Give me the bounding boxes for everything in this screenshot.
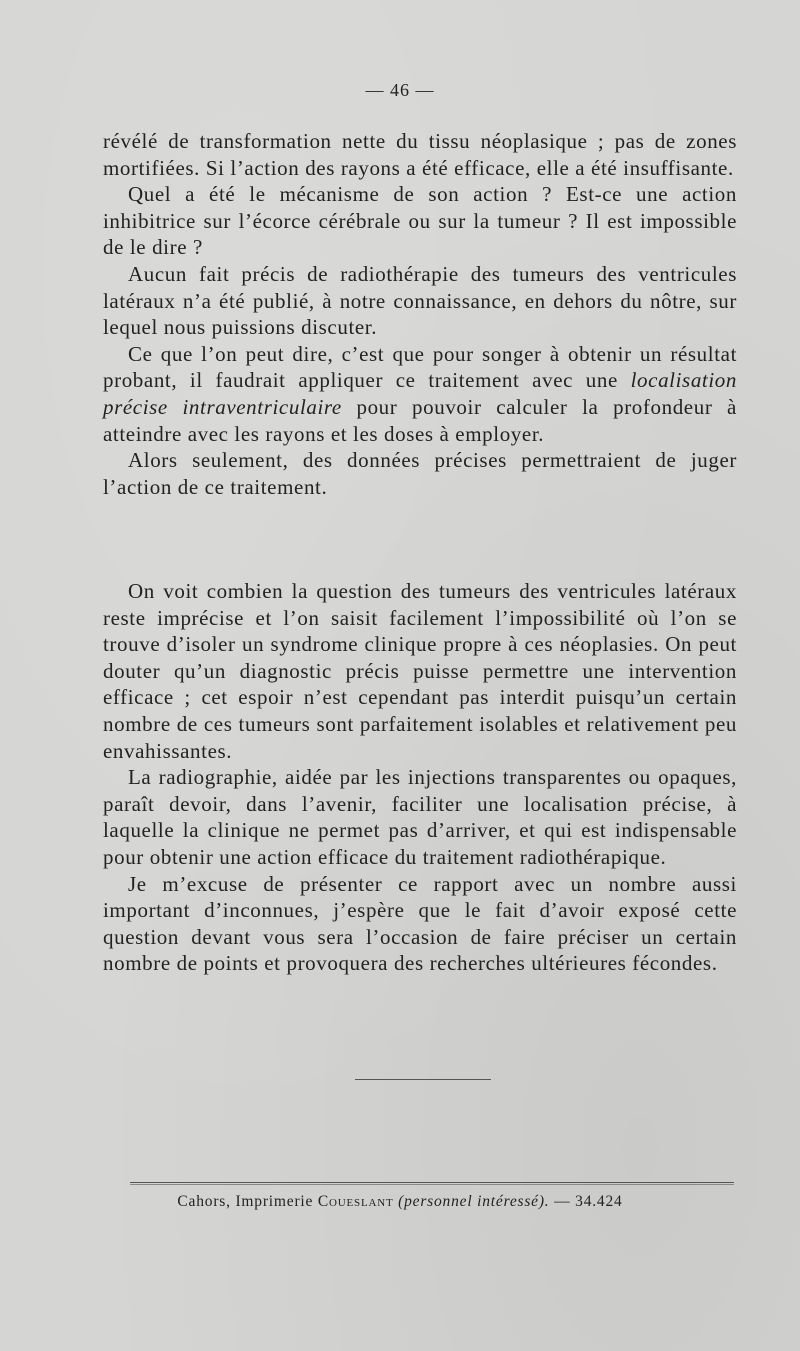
- paragraph-text: Ce que l’on peut dire, c’est que pour songer à obtenir un résultat probant, il faudrait appliquer ce traitement avec une: [103, 341, 737, 393]
- page-number: — 46 —: [365, 80, 435, 100]
- paragraph: Quel a été le mécanisme de son action ? Est-ce une action inhibitrice sur l’écorce cérébrale ou sur la tumeur ? Il est impossible de le dire ?: [103, 182, 737, 260]
- paragraph: révélé de transformation nette du tissu néoplasique ; pas de zones mortifiées. Si l’action des rayons a été efficace, elle a été insuffisante.: [103, 129, 737, 180]
- imprint-printer: Coueslant: [317, 1193, 394, 1210]
- paragraph: Alors seulement, des données précises permettraient de juger l’action de ce traitement.: [103, 448, 737, 499]
- footer-rule-thin: [130, 1184, 734, 1185]
- imprint-place: Cahors, Imprimerie: [177, 1193, 314, 1210]
- emphasis-text: localisation précise intraventriculaire: [103, 368, 737, 419]
- paragraph: Aucun fait précis de radiothérapie des tumeurs des ventricules latéraux n’a été publié, à notre connaissance, en dehors du nôtre, sur lequel nous puissions discuter.: [103, 261, 737, 340]
- body-block-2: [103, 578, 737, 977]
- body-block-1: [103, 128, 737, 500]
- paragraph-text: pour pouvoir calculer la profondeur à atteindre avec les rayons et les doses à employer.: [103, 394, 737, 446]
- paragraph: Je m’excuse de présenter ce rapport avec un nombre aussi important d’inconnues, j’espère que le fait d’avoir exposé cette question devant vous sera l’occasion de faire préciser un certain nombre de points et provoquera des recherches ultérieures fécondes.: [103, 871, 737, 976]
- end-rule: [355, 1079, 491, 1080]
- imprint-footer: [0, 1193, 800, 1211]
- paragraph: On voit combien la question des tumeurs des ventricules latéraux reste imprécise et l’on saisit facilement l’impossibilité où l’on se trouve d’isoler un syndrome clinique propre à ces néoplasies. On peut douter qu’un diagnostic précis puisse permettre une intervention efficace ; cet espoir n’est cependant pas interdit puisqu’un certain nombre de ces tumeurs sont parfaitement isolables et relativement peu envahissantes.: [103, 579, 737, 763]
- imprint-number: — 34.424: [554, 1193, 623, 1210]
- imprint-note: (personnel intéressé).: [398, 1193, 550, 1210]
- paragraph: [103, 341, 737, 447]
- footer-rule: [130, 1182, 734, 1183]
- paragraph: La radiographie, aidée par les injections transparentes ou opaques, paraît devoir, dans l’avenir, faciliter une localisation précise, à laquelle la clinique ne permet pas d’arriver, et qui est indispensable pour obtenir une action efficace du traitement radiothérapique.: [103, 765, 737, 869]
